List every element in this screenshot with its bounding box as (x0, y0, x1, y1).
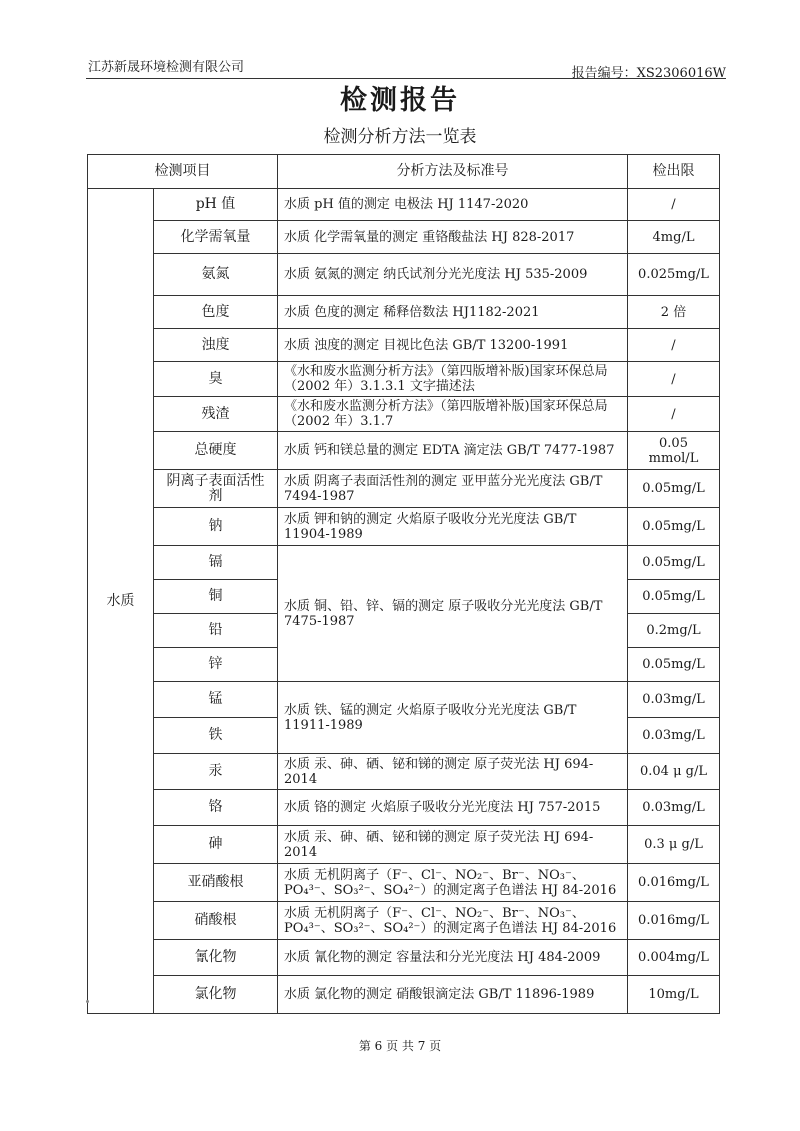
method-cell: 水质 色度的测定 稀释倍数法 HJ1182-2021 (278, 296, 628, 329)
report-number: 报告编号：XS2306016W (571, 66, 726, 81)
table-row (88, 826, 720, 864)
item-cell: 总硬度 (154, 432, 278, 470)
method-cell: 水质 pH 值的测定 电极法 HJ 1147-2020 (278, 189, 628, 221)
table-row (88, 546, 720, 580)
limit-cell: 0.05mg/L (628, 546, 720, 580)
method-cell: 《水和废水监测分析方法》（第四版增补版)国家环保总局（2002 年）3.1.7 (278, 397, 628, 432)
method-cell: 水质 阴离子表面活性剂的测定 亚甲蓝分光光度法 GB/T 7494-1987 (278, 470, 628, 508)
table-row (88, 296, 720, 329)
item-cell: 汞 (154, 754, 278, 790)
method-cell: 水质 氰化物的测定 容量法和分光光度法 HJ 484-2009 (278, 940, 628, 976)
table-row (88, 189, 720, 221)
table-row (88, 940, 720, 976)
item-cell: 亚硝酸根 (154, 864, 278, 902)
item-cell: 铁 (154, 718, 278, 754)
table-header-row (88, 155, 720, 189)
table-row (88, 221, 720, 254)
table-row (88, 362, 720, 397)
item-cell: 镉 (154, 546, 278, 580)
limit-cell: 0.3 μ g/L (628, 826, 720, 864)
limit-cell: 0.05mg/L (628, 508, 720, 546)
limit-cell: / (628, 362, 720, 397)
limit-cell: 0.04 μ g/L (628, 754, 720, 790)
table-row (88, 508, 720, 546)
item-cell: 阴离子表面活性剂 (154, 470, 278, 508)
table-row (88, 329, 720, 362)
item-cell: 铬 (154, 790, 278, 826)
method-cell: 水质 铜、铅、锌、镉的测定 原子吸收分光光度法 GB/T 7475-1987 (278, 546, 628, 682)
method-cell: 水质 无机阴离子（F⁻、Cl⁻、NO₂⁻、Br⁻、NO₃⁻、PO₄³⁻、SO₃²⁻、SO₄²⁻）的测定离子色谱法 HJ 84-2016 (278, 902, 628, 940)
margin-mark (86, 1000, 89, 1003)
item-cell: 浊度 (154, 329, 278, 362)
limit-cell: 0.2mg/L (628, 614, 720, 648)
limit-cell: 0.03mg/L (628, 682, 720, 718)
method-cell: 水质 钾和钠的测定 火焰原子吸收分光光度法 GB/T 11904-1989 (278, 508, 628, 546)
method-cell: 水质 浊度的测定 目视比色法 GB/T 13200-1991 (278, 329, 628, 362)
method-cell: 水质 氯化物的测定 硝酸银滴定法 GB/T 11896-1989 (278, 976, 628, 1014)
limit-cell: 4mg/L (628, 221, 720, 254)
item-cell: 锰 (154, 682, 278, 718)
report-subtitle: 检测分析方法一览表 (323, 127, 477, 147)
limit-cell: / (628, 189, 720, 221)
limit-cell: 0.025mg/L (628, 254, 720, 296)
item-cell: 钠 (154, 508, 278, 546)
table-row (88, 682, 720, 718)
limit-cell: 0.016mg/L (628, 902, 720, 940)
limit-cell: 0.016mg/L (628, 864, 720, 902)
methods-table (87, 154, 720, 1014)
item-cell: 氨氮 (154, 254, 278, 296)
limit-cell: / (628, 397, 720, 432)
item-cell: 砷 (154, 826, 278, 864)
limit-cell: 2 倍 (628, 296, 720, 329)
item-cell: 氰化物 (154, 940, 278, 976)
method-cell: 水质 铁、锰的测定 火焰原子吸收分光光度法 GB/T 11911-1989 (278, 682, 628, 754)
item-cell: 臭 (154, 362, 278, 397)
item-cell: 化学需氧量 (154, 221, 278, 254)
limit-cell: 0.004mg/L (628, 940, 720, 976)
method-cell: 水质 汞、砷、硒、铋和锑的测定 原子荧光法 HJ 694-2014 (278, 754, 628, 790)
method-cell: 水质 钙和镁总量的测定 EDTA 滴定法 GB/T 7477-1987 (278, 432, 628, 470)
table-row (88, 397, 720, 432)
header-method: 分析方法及标准号 (278, 155, 628, 189)
item-cell: 锌 (154, 648, 278, 682)
header-item: 检测项目 (88, 155, 278, 189)
matrix-cell: 水质 (88, 189, 154, 1014)
table-row (88, 902, 720, 940)
company-name: 江苏新晟环境检测有限公司 (88, 60, 245, 75)
page-number: 第 6 页 共 7 页 (358, 1039, 442, 1053)
header-limit: 检出限 (628, 155, 720, 189)
item-cell: 氯化物 (154, 976, 278, 1014)
method-cell: 水质 无机阴离子（F⁻、Cl⁻、NO₂⁻、Br⁻、NO₃⁻、PO₄³⁻、SO₃²⁻、SO₄²⁻）的测定离子色谱法 HJ 84-2016 (278, 864, 628, 902)
table-row (88, 254, 720, 296)
limit-cell: 0.03mg/L (628, 718, 720, 754)
table-row (88, 470, 720, 508)
item-cell: 硝酸根 (154, 902, 278, 940)
method-cell: 《水和废水监测分析方法》（第四版增补版)国家环保总局（2002 年）3.1.3.1 文字描述法 (278, 362, 628, 397)
report-title: 检测报告 (340, 85, 460, 116)
item-cell: pH 值 (154, 189, 278, 221)
table-row (88, 976, 720, 1014)
limit-cell: / (628, 329, 720, 362)
method-cell: 水质 汞、砷、硒、铋和锑的测定 原子荧光法 HJ 694-2014 (278, 826, 628, 864)
method-cell: 水质 化学需氧量的测定 重铬酸盐法 HJ 828-2017 (278, 221, 628, 254)
method-cell: 水质 铬的测定 火焰原子吸收分光光度法 HJ 757-2015 (278, 790, 628, 826)
table-row (88, 864, 720, 902)
limit-cell: 0.03mg/L (628, 790, 720, 826)
limit-cell: 0.05 mmol/L (628, 432, 720, 470)
item-cell: 铅 (154, 614, 278, 648)
method-cell: 水质 氨氮的测定 纳氏试剂分光光度法 HJ 535-2009 (278, 254, 628, 296)
table-row (88, 754, 720, 790)
item-cell: 色度 (154, 296, 278, 329)
limit-cell: 0.05mg/L (628, 580, 720, 614)
item-cell: 铜 (154, 580, 278, 614)
limit-cell: 10mg/L (628, 976, 720, 1014)
limit-cell: 0.05mg/L (628, 470, 720, 508)
table-row (88, 432, 720, 470)
item-cell: 残渣 (154, 397, 278, 432)
limit-cell: 0.05mg/L (628, 648, 720, 682)
table-row (88, 790, 720, 826)
